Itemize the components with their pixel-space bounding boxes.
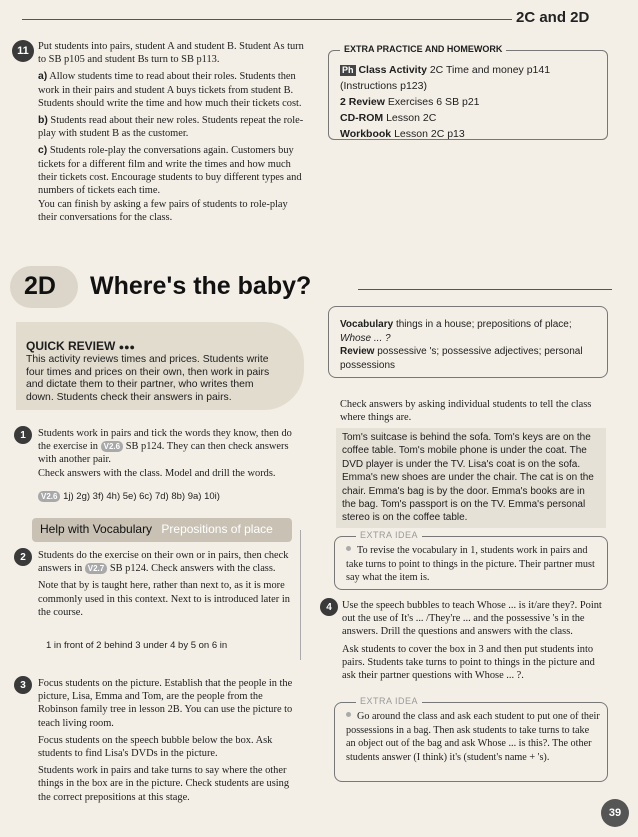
answers-badge: V2.6 bbox=[38, 491, 60, 502]
vocab-text: things in a house; prepositions of place; bbox=[395, 319, 572, 330]
answer-key-box: Tom's suitcase is behind the sofa. Tom's keys are on the coffee table. Tom's mobile phone is under the coat. The DVD player is under the TV. Lisa's coat is on the sofa. Emma's new shoes are under the chair. The cat is on the chair. Emma's bag is by the door. Emma's books are in the bag. Tom's passport is on the TV. Emma's personal stereo is on the coffee table. bbox=[336, 428, 606, 528]
step-1-answer-key: 1j) 2g) 3f) 4h) 5e) 6c) 7d) 8b) 9a) 10i) bbox=[63, 491, 220, 502]
review-text: Exercises 6 SB p21 bbox=[387, 96, 480, 108]
step-2-para bbox=[38, 549, 294, 575]
step-2-text-b: SB p124. Check answers with the class. bbox=[109, 563, 276, 575]
part-a-text: Allow students time to read about their roles. Students then work in their pairs and student A buys tickets from student B. Students should write the time and how much their tickets cost. bbox=[38, 71, 302, 109]
review-topics-line bbox=[340, 345, 602, 372]
v27-badge: V2.7 bbox=[85, 563, 107, 574]
step-1-text bbox=[38, 427, 304, 484]
workbook-text: Lesson 2C p13 bbox=[394, 128, 465, 140]
extra-idea-2-title: EXTRA IDEA bbox=[356, 696, 422, 706]
ph-icon: Ph bbox=[342, 65, 354, 75]
part-c bbox=[38, 144, 306, 197]
extra-idea-2-content bbox=[346, 710, 600, 764]
section-2d-title: Where's the baby? bbox=[90, 272, 312, 300]
step-1-answers bbox=[38, 491, 220, 502]
review-line bbox=[340, 94, 602, 110]
step-4-para-b: Ask students to cover the box in 3 and then put students into pairs. Students take turns to point to things in the picture and ask their partner questions with Whose ... ?. bbox=[342, 643, 595, 682]
extra-practice-content bbox=[340, 62, 602, 142]
header-title: 2C and 2D bbox=[516, 9, 590, 26]
workbook-line bbox=[340, 126, 602, 142]
help-vocab-label: Help with Vocabulary bbox=[40, 522, 153, 536]
extra-idea-1-title: EXTRA IDEA bbox=[356, 530, 422, 540]
v26-badge: V2.6 bbox=[101, 441, 123, 452]
review-label: 2 Review bbox=[340, 96, 385, 108]
step-2-note: Note that by is taught here, rather than next to, as it is more commonly used in this context. Next to is introduced later in the course. bbox=[38, 580, 290, 618]
step-2-text-a: Students do the exercise on their own or in pairs, then check answers in bbox=[38, 550, 289, 575]
class-activity-text: 2C Time and money p141 bbox=[429, 64, 551, 76]
step-1-check: Check answers with the class. Model and drill the words. bbox=[38, 467, 276, 479]
quick-review-title: QUICK REVIEW bbox=[26, 339, 116, 353]
step-3-para-b: Focus students on the speech bubble below the box. Ask students to find Lisa's DVDs in the picture. bbox=[38, 734, 273, 760]
extra-practice-title: EXTRA PRACTICE AND HOMEWORK bbox=[340, 44, 506, 54]
help-vocab-sub: Prepositions of place bbox=[161, 522, 273, 536]
part-b-text: Students read about their new roles. Students repeat the role-play with student B as the customer. bbox=[38, 115, 304, 140]
step-3-para-a: Focus students on the picture. Establish that the people in the picture, Lisa, Emma and Tom, are the people from the Robinson family tree in lesson 2B. You can use the picture to teach living room. bbox=[38, 678, 293, 729]
step-number-2: 2 bbox=[14, 548, 32, 566]
step-number-3: 3 bbox=[14, 676, 32, 694]
extra-idea-1-content bbox=[346, 544, 600, 585]
right-column-check: Check answers by asking individual students to tell the class where things are. bbox=[340, 399, 592, 424]
step-number-1: 1 bbox=[14, 426, 32, 444]
quick-review-dots: ●●● bbox=[118, 342, 135, 352]
step-3-text bbox=[38, 677, 304, 808]
quick-review-text: This activity reviews times and prices. Students write four times and prices on their own, then work in pairs and dictate them to their partner, who writes them down. Students check their answers in pairs. bbox=[26, 354, 270, 403]
help-vocab-heading bbox=[40, 522, 273, 536]
step-1-para bbox=[38, 427, 304, 467]
part-b-label: b) bbox=[38, 115, 48, 127]
step-4-para-a: Use the speech bubbles to teach Whose ... is it/are they?. Point out the use of It's ... /They're ... and the possessive 's in the answers. Drill the questions and answers with the class. bbox=[342, 600, 602, 638]
page-number: 39 bbox=[601, 799, 629, 827]
step-2-answers: 1 in front of 2 behind 3 under 4 by 5 on 6 in bbox=[46, 640, 228, 651]
part-b bbox=[38, 114, 306, 140]
part-a bbox=[38, 70, 306, 110]
vocab-line-2: Whose ... ? bbox=[340, 332, 391, 344]
part-c-label: c) bbox=[38, 145, 48, 157]
extra-idea-1-text: To revise the vocabulary in 1, students work in pairs and take turns to point to things in the picture. Their partner must say what the item is. bbox=[346, 545, 595, 583]
section-2d-code: 2D bbox=[24, 272, 56, 300]
intro-paragraph: Put students into pairs, student A and student B. Student As turn to SB p105 and student Bs turn to SB p113. bbox=[38, 41, 304, 66]
class-activity-line bbox=[340, 62, 602, 78]
part-a-label: a) bbox=[38, 71, 48, 83]
section-2c-text bbox=[38, 40, 306, 229]
vocab-box-content bbox=[340, 318, 602, 372]
section-2d-rule bbox=[358, 289, 612, 290]
step-number-4: 4 bbox=[320, 598, 338, 616]
vocab-line bbox=[340, 318, 602, 332]
cdrom-line bbox=[340, 110, 602, 126]
cdrom-text: Lesson 2C bbox=[386, 112, 437, 124]
step-number-11: 11 bbox=[12, 40, 34, 62]
step-3-para-c: Students work in pairs and take turns to say where the other things in the box are in the picture. Check students are using the correct prepositions at this stage. bbox=[38, 765, 290, 803]
review-topics-text: possessive 's; possessive adjectives; personal possessions bbox=[340, 346, 583, 371]
vocab-label: Vocabulary bbox=[340, 319, 394, 330]
step-2-text bbox=[38, 549, 294, 623]
header-rule bbox=[22, 19, 512, 20]
review-topics-label: Review bbox=[340, 346, 375, 357]
workbook-label: Workbook bbox=[340, 128, 392, 140]
cdrom-label: CD-ROM bbox=[340, 112, 384, 124]
extra-idea-2-text: Go around the class and ask each student to put one of their possessions in a bag. Then ask students to take turns to take an object out of the bag and ask Whose ... is this?. The other students answer (I think) it's (student's name + 's). bbox=[346, 711, 600, 763]
quick-review-heading bbox=[26, 339, 135, 353]
class-activity-label: Class Activity bbox=[358, 64, 427, 76]
step-1-text-b: SB p124. They can then check answers with another pair. bbox=[38, 441, 289, 466]
instructions-line: (Instructions p123) bbox=[340, 80, 427, 92]
part-c-text: Students role-play the conversations again. Customers buy tickets for a different film and write the times and how much their tickets cost. Encourage students to buy different types and numbers of tickets each time. bbox=[38, 145, 302, 197]
bullet-icon bbox=[346, 712, 351, 717]
step-4-text bbox=[342, 599, 606, 686]
finish-paragraph: You can finish by asking a few pairs of students to role-play their conversations for the class. bbox=[38, 199, 288, 224]
step-2-divider bbox=[300, 530, 301, 660]
bullet-icon bbox=[346, 546, 351, 551]
step-1-text-a: Students work in pairs and tick the words they know, then do the exercise in bbox=[38, 428, 292, 453]
